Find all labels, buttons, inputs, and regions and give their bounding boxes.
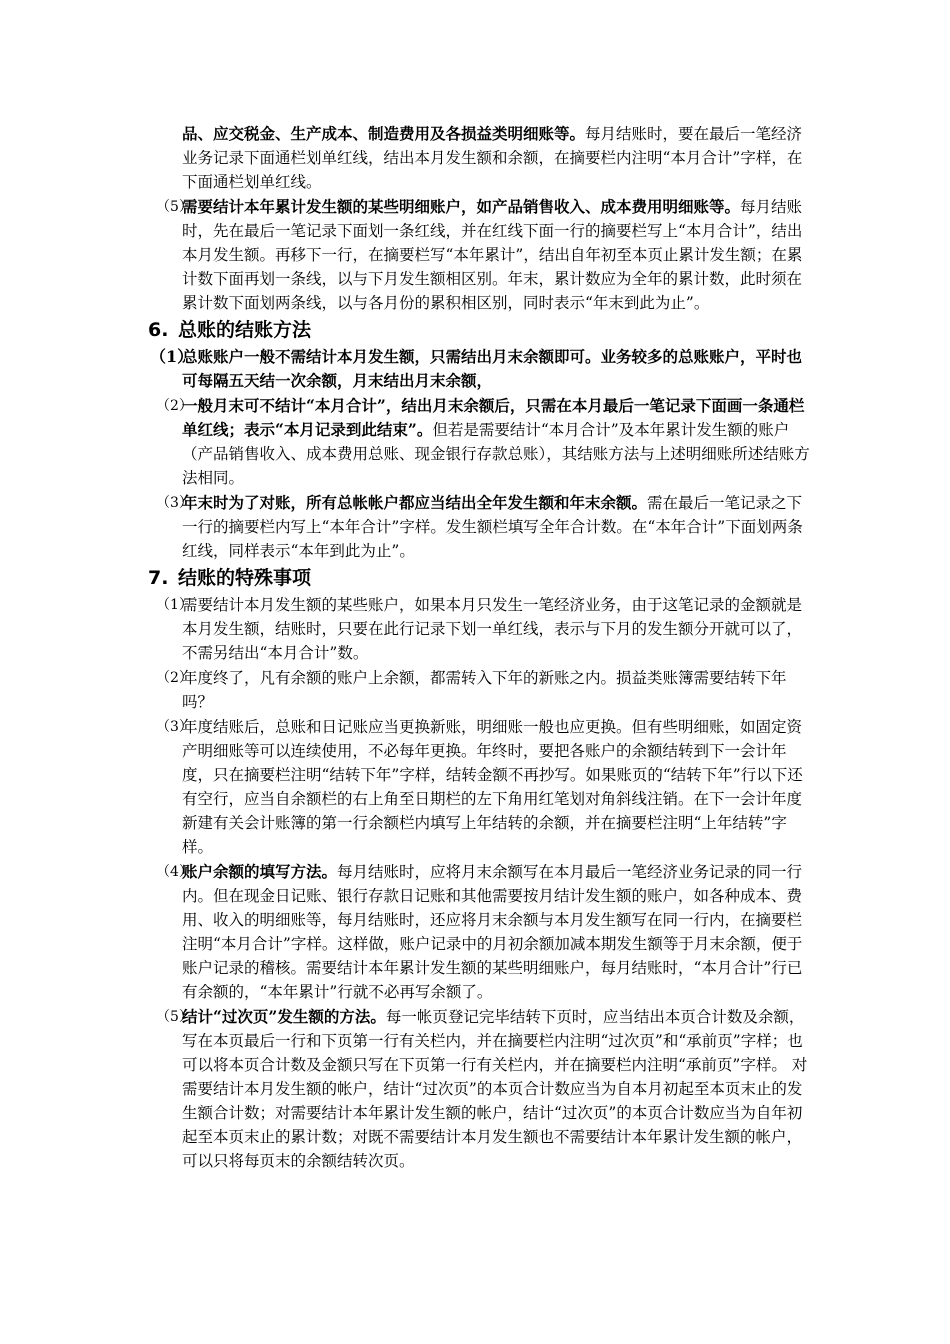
- item-number: （3）: [156, 495, 193, 511]
- intro-text: 每月结账时，要在最后一笔经济业务记录下面通栏划单红线，结出本月发生额和余额，在摘要栏内注明“本月合计”字样，在下面通栏划单红线。: [182, 125, 803, 191]
- item-text: 年度结账后，总账和日记账应当更换新账，明细账一般也应更换。但有些明细账，如固定资产明细账等可以连续使用，不必每年更换。年终时，要把各账户的余额结转到下一会计年度，只在摘要栏注明“结转下年”字样，结转金额不再抄写。如果账页的“结转下年”行以下还有空行，应当自余额栏的右上角至日期栏的左下角用红笔划对角斜线注销。在下一会计年度新建有关会计账簿的第一行余额栏内填写上年结转的余额，并在摘要栏注明“上年结转”字样。: [182, 718, 803, 856]
- section-6-item-2: [148, 394, 810, 490]
- item-bold: 账户余额的填写方法。: [182, 862, 338, 881]
- section-7-item-2: [148, 666, 810, 714]
- item-bold: 结计“过次页”发生额的方法。: [182, 1007, 386, 1026]
- section-title: 总账的结账方法: [178, 319, 312, 341]
- item-number: （2）: [156, 398, 193, 414]
- item-number: （5）: [156, 1009, 193, 1025]
- item-bold: 需要结计本年累计发生额的某些明细账户，如产品销售收入、成本费用明细账等。: [182, 197, 741, 216]
- section-7-item-5: [148, 1005, 810, 1173]
- item-text: 每一帐页登记完毕结转下页时，应当结出本页合计数及余额，写在本页最后一行和下页第一行有关栏内，并在摘要栏内注明“过次页”和“承前页”字样；也可以将本页合计数及金额只写在下页第一行有关栏内，并在摘要栏内注明“承前页”字样。 对需要结计本月发生额的帐户，结计“过次页”的本页合计数应当为自本月初起至本页末止的发生额合计数；对需要结计本年累计发生额的帐户，结计“过次页”的本页合计数应当为自年初起至本页末止的累计数；对既不需要结计本月发生额也不需要结计本年累计发生额的帐户，可以只将每页末的余额结转次页。: [182, 1008, 808, 1170]
- item-text: 每月结账时，先在最后一笔记录下面划一条红线，并在红线下面一行的摘要栏写上“本月合计”，结出本月发生额。再移下一行，在摘要栏写“本年累计”，结出自年初至本页止累计发生额；在累计数下面再划一条线，以与下月发生额相区别。年末，累计数应为全年的累计数，此时须在累计数下面划两条线，以与各月份的累积相区别，同时表示“年末到此为止”。: [182, 198, 803, 312]
- item-number: （1）: [156, 597, 193, 613]
- item-text: 每月结账时，应将月末余额写在本月最后一笔经济业务记录的同一行内。但在现金日记账、银行存款日记账和其他需要按月结计发生额的账户，如各种成本、费用、收入的明细账等，每月结账时，还应将月末余额与本月发生额写在同一行内，在摘要栏注明“本月合计”字样。这样做，账户记录中的月初余额加减本期发生额等于月末余额，便于账户记录的稽核。需要结计本年累计发生额的某些明细账户，每月结账时，“本月合计”行已有余额的，“本年累计”行就不必再写余额了。: [182, 863, 803, 1001]
- item-number: （1）: [150, 347, 194, 366]
- item-number: （2）: [156, 670, 193, 686]
- item-bold: 一般月末可不结计“本月合计”，结出月末余额后，只需在本月最后一笔记录下面画一条通栏单红线；表示“本月记录到此结束”。: [182, 396, 805, 439]
- section-6-item-3: [148, 491, 810, 563]
- item-number: （3）: [156, 719, 193, 735]
- document-body: [148, 122, 810, 1174]
- item-number: （4）: [156, 864, 193, 880]
- section-7-heading: [148, 564, 810, 592]
- item-bold: 总账账户一般不需结计本月发生额，只需结出月末余额即可。业务较多的总账账户，平时也可每隔五天结一次余额，月末结出月末余额，: [182, 347, 803, 390]
- item-text: 年度终了，凡有余额的账户上余额，都需转入下年的新账之内。损益类账簿需要结转下年吗？: [182, 669, 787, 711]
- section-7-item-4: [148, 860, 810, 1004]
- intro-bold: 品、应交税金、生产成本、制造费用及各损益类明细账等。: [182, 124, 586, 143]
- item-5-paragraph: [148, 195, 810, 315]
- section-title: 结账的特殊事项: [178, 567, 312, 589]
- item-text: 但若是需要结计“本月合计”及本年累计发生额的账户（产品销售收入、成本费用总账、现金银行存款总账），其结账方法与上述明细账所述结账方法相同。: [182, 421, 810, 487]
- section-7-item-3: [148, 715, 810, 859]
- item-number: （5）: [156, 199, 193, 215]
- item-bold: 年末时为了对账，所有总帐帐户都应当结出全年发生额和年末余额。: [182, 493, 648, 512]
- section-7-item-1: [148, 593, 810, 665]
- section-6-heading: [148, 316, 810, 344]
- section-number: 7.: [148, 567, 169, 589]
- item-text: 需在最后一笔记录之下一行的摘要栏内写上“本年合计”字样。发生额栏填写全年合计数。在“本年合计”下面划两条红线，同样表示“本年到此为止”。: [182, 494, 803, 560]
- item-text: 需要结计本月发生额的某些账户，如果本月只发生一笔经济业务，由于这笔记录的金额就是本月发生额，结账时，只要在此行记录下划一单红线，表示与下月的发生额分开就可以了，不需另结出“本月合计”数。: [182, 596, 803, 662]
- section-6-item-1: [148, 345, 810, 393]
- intro-paragraph: [148, 122, 810, 194]
- section-number: 6.: [148, 319, 169, 341]
